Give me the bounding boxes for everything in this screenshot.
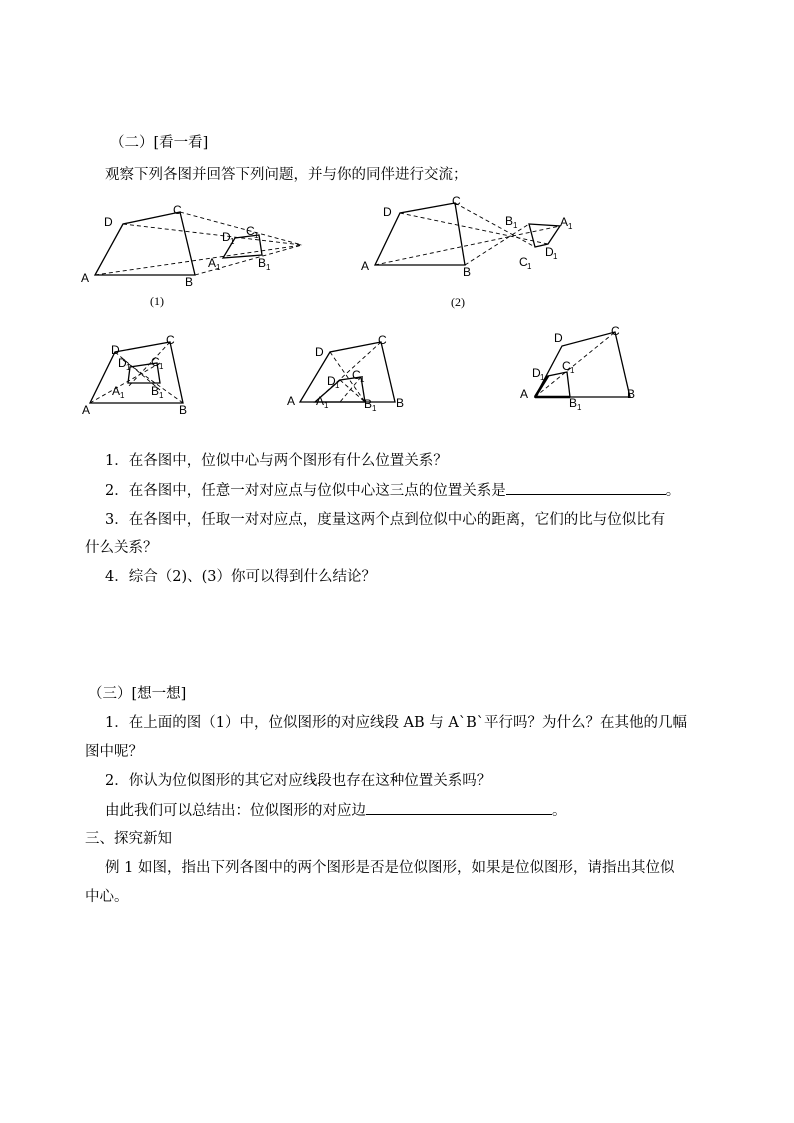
label-B: B [463, 265, 472, 279]
label-A: A [82, 403, 91, 417]
label-A1: A [112, 384, 121, 398]
subscript-1: 1 [513, 221, 518, 230]
question-4: 4．综合（2)、(3）你可以得到什么结论？ [105, 569, 376, 585]
example-1-cont: 中心。 [85, 889, 129, 905]
label-A: A [81, 271, 90, 285]
subscript-1: 1 [577, 403, 582, 412]
label-C1: C [151, 355, 160, 369]
section3-conclusion [105, 800, 567, 821]
label-A1: A [560, 215, 569, 229]
subscript-1: 1 [540, 373, 545, 382]
subscript-1: 1 [360, 375, 365, 384]
section3-q1: 1．在上面的图（1）中，位似图形的对应线段 AB 与 A`B`平行吗？为什么？在其他的几幅 [105, 715, 688, 731]
label-C1: C [562, 359, 571, 373]
label-C1: C [246, 224, 255, 238]
figure-1 [75, 200, 315, 315]
label-B1: B [151, 384, 160, 398]
label-B: B [185, 275, 194, 289]
label-A1: A [208, 256, 217, 270]
subscript-1: 1 [570, 366, 575, 375]
subscript-1: 1 [527, 262, 532, 271]
question-3-cont: 什么关系？ [85, 540, 158, 556]
answer-blank-2[interactable] [366, 800, 552, 815]
conclusion-end: 。 [552, 803, 567, 819]
label-B: B [627, 387, 636, 401]
label-B1: B [258, 256, 267, 270]
label-D: D [104, 215, 113, 229]
label-B: B [179, 403, 188, 417]
question-3: 3．在各图中，任取一对对应点，度量这两个点到位似中心的距离，它们的比与位似比有 [105, 512, 666, 528]
question-1: 1．在各图中，位似中心与两个图形有什么位置关系？ [105, 453, 448, 469]
label-C: C [173, 203, 182, 217]
subscript-1: 1 [126, 363, 131, 372]
label-D1: D [222, 230, 231, 244]
caption-2: (2) [451, 295, 465, 309]
figure-5 [515, 320, 655, 415]
caption-1: (1) [150, 294, 164, 308]
label-B1: B [364, 397, 373, 411]
subscript-1: 1 [254, 231, 259, 240]
label-C: C [452, 194, 461, 208]
subscript-1: 1 [266, 263, 271, 272]
answer-blank-1[interactable] [506, 480, 666, 495]
label-B: B [396, 396, 405, 410]
label-D1: D [118, 356, 127, 370]
question-2-end: 。 [665, 483, 681, 499]
label-D: D [315, 345, 324, 359]
subscript-1: 1 [159, 391, 164, 400]
figure-2 [355, 195, 595, 315]
label-C: C [611, 324, 620, 338]
subscript-1: 1 [120, 391, 125, 400]
section3-q2: 2．你认为位似图形的其它对应线段也存在这种位置关系吗？ [105, 773, 492, 789]
label-D1: D [532, 366, 541, 380]
question-2 [105, 480, 680, 501]
label-D: D [111, 343, 120, 357]
subscript-1: 1 [230, 237, 235, 246]
figure-4 [285, 330, 415, 415]
label-C1: C [519, 255, 528, 269]
section2-intro: 观察下列各图并回答下列问题，并与你的同伴进行交流； [105, 167, 468, 183]
subscript-1: 1 [159, 362, 164, 371]
label-D: D [554, 331, 563, 345]
label-D: D [383, 205, 392, 219]
figure-3 [75, 330, 205, 420]
section2-heading: （二）[看一看] [110, 135, 209, 151]
question-2-text: 2．在各图中，任意一对对应点与位似中心这三点的位置关系是 [105, 483, 506, 499]
label-A: A [520, 387, 529, 401]
conclusion-text: 由此我们可以总结出：位似图形的对应边 [105, 803, 366, 819]
section3-heading: （三）[想一想] [88, 686, 187, 702]
label-A: A [287, 394, 296, 408]
subscript-1: 1 [324, 401, 329, 410]
label-C: C [166, 333, 175, 347]
example-1: 例 1 如图，指出下列各图中的两个图形是否是位似图形，如果是位似图形，请指出其位似 [105, 860, 675, 876]
subscript-1: 1 [568, 222, 573, 231]
subscript-1: 1 [553, 252, 558, 261]
section3-q1-cont: 图中呢？ [85, 744, 143, 760]
label-C1: C [352, 368, 361, 382]
label-A: A [361, 259, 370, 273]
label-D1: D [327, 374, 336, 388]
label-D1: D [545, 245, 554, 259]
label-B1: B [569, 396, 578, 410]
subscript-1: 1 [372, 404, 377, 413]
section-new-heading: 三、探究新知 [85, 831, 172, 847]
label-A1: A [316, 394, 325, 408]
subscript-1: 1 [335, 381, 340, 390]
label-C: C [378, 333, 387, 347]
label-B1: B [505, 214, 514, 228]
subscript-1: 1 [216, 263, 221, 272]
